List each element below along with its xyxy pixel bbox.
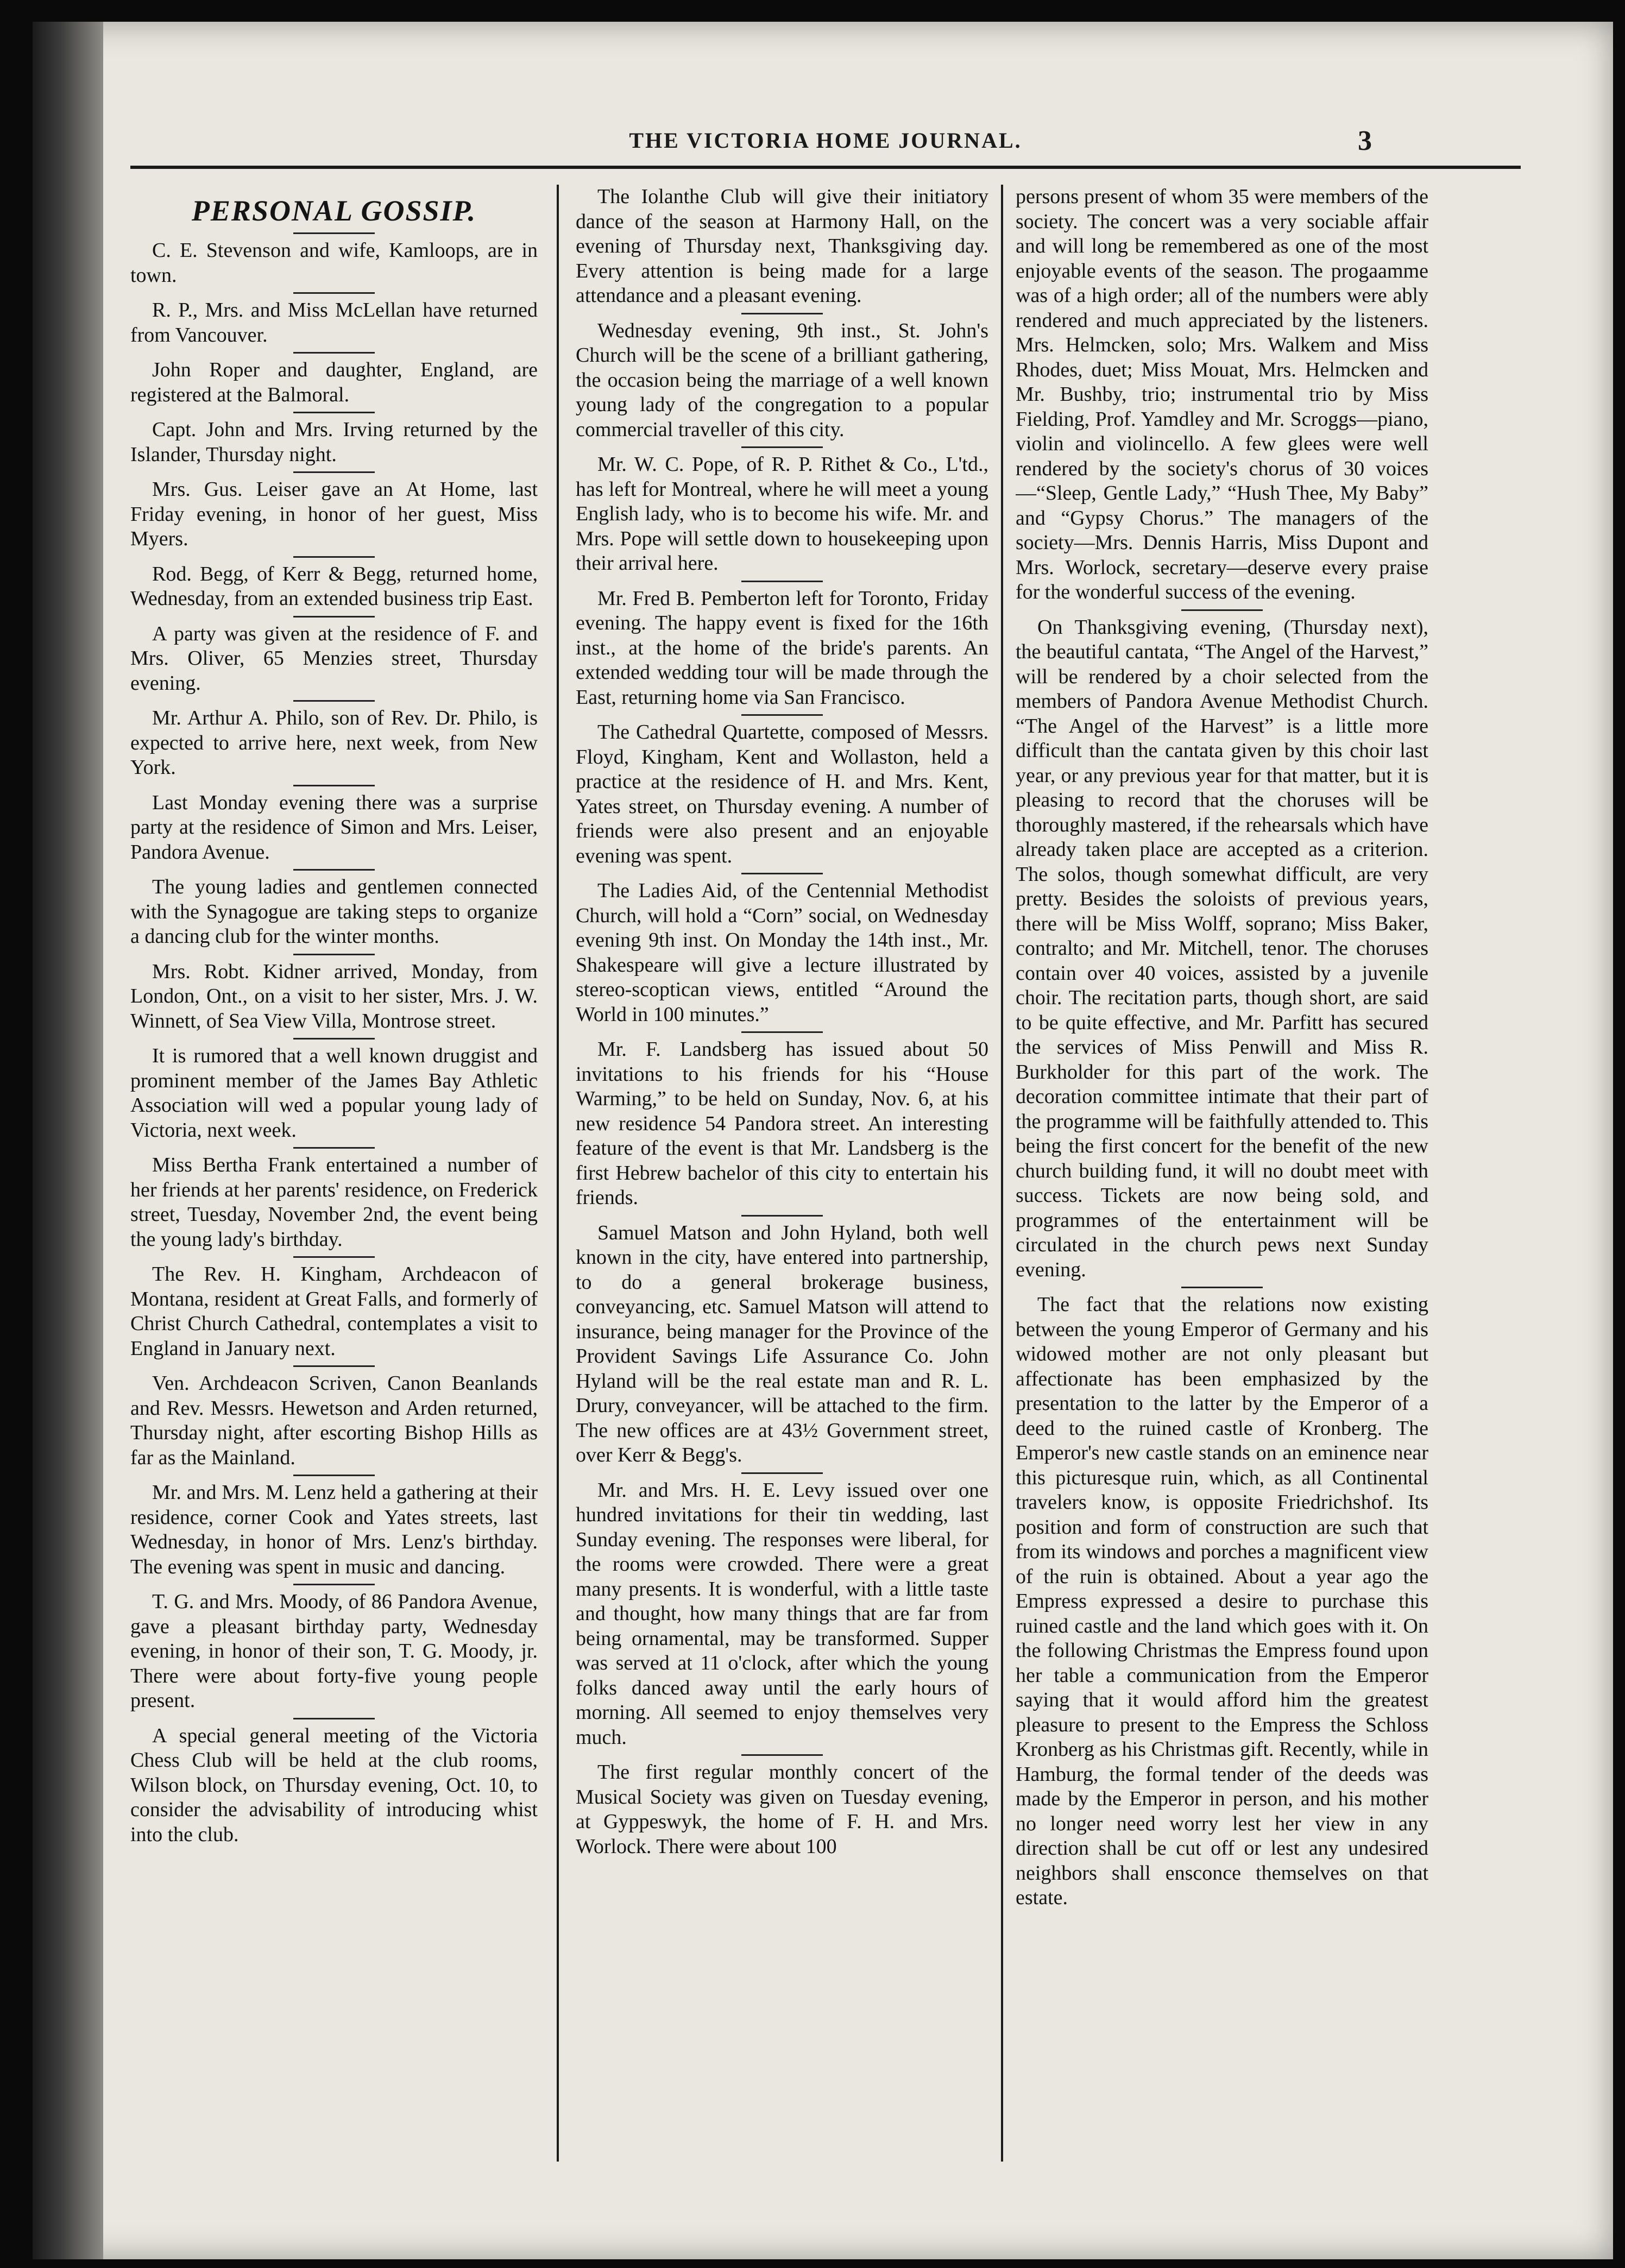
column-1 xyxy=(130,185,538,2172)
separator xyxy=(293,869,375,871)
separator xyxy=(293,1475,375,1476)
news-item: The Cathedral Quartette, composed of Messrs. Floyd, Kingham, Kent and Wollaston, held a practice at the residence of H. and Mrs. Kent, Yates street, on Thursday evening. A number of friends were also present and an enjoyable evening was spent. xyxy=(576,721,988,867)
news-item-continued: persons present of whom 35 were members of the society. The concert was a very sociable affair and will long be remembered as one of the most enjoyable events of the season. The progaamme was of a high order; all of the numbers were ably rendered and much appreciated by the listeners. Mrs. Helmcken, solo; Mrs. Walkem and Miss Rhodes, duet; Miss Mouat, Mrs. Helmcken and Mr. Bushby, trio; instrumental trio by Miss Fielding, Prof. Yamdley and Mr. Scroggs—piano, violin and violincello. A few glees were well rendered by the society's chorus of 30 voices—“Sleep, Gentle Lady,” “Hush Thee, My Baby” and “Gypsy Chorus.” The managers of the society—Mrs. Dennis Harris, Miss Dupont and Mrs. Worlock, secretary—deserve every praise for the wonderful success of the evening. xyxy=(1016,185,1428,603)
newspaper-page xyxy=(33,22,1613,2259)
news-item: Samuel Matson and John Hyland, both well known in the city, have entered into partnership, to do a general brokerage business, conveyancing, etc. Samuel Matson will attend to insurance, being manager for the Province of the Provident Savings Life Assurance Co. John Hyland will be the real estate man and R. L. Drury, conveyancer, will be attached to the firm. The new offices are at 43½ Government street, over Kerr & Begg's. xyxy=(576,1221,988,1466)
separator xyxy=(741,1031,823,1033)
column-2 xyxy=(576,185,988,2172)
separator xyxy=(741,873,823,874)
separator xyxy=(741,313,823,314)
separator xyxy=(741,581,823,582)
news-item: Mr. and Mrs. M. Lenz held a gathering at their residence, corner Cook and Yates streets, last Wednesday, in honor of Mrs. Lenz's birthday. The evening was spent in music and dancing. xyxy=(130,1481,538,1578)
news-item: Mr. F. Landsberg has issued about 50 invitations to his friends for his “House Warming,” to be held on Sunday, Nov. 6, at his new residence 54 Pandora street. An interesting feature of the event is that Mr. Landsberg is the first Hebrew bachelor of this city to entertain his friends. xyxy=(576,1038,988,1209)
separator xyxy=(293,292,375,294)
news-item: The Iolanthe Club will give their initiatory dance of the season at Harmony Hall, on the evening of Thursday next, Thanksgiving day. Every attention is being made for a large attendance and a pleasant evening. xyxy=(576,185,988,307)
separator xyxy=(293,471,375,473)
separator xyxy=(741,714,823,716)
news-item: Ven. Archdeacon Scriven, Canon Beanlands and Rev. Messrs. Hewetson and Arden returned, Thursday night, after escorting Bishop Hills as far as the Mainland. xyxy=(130,1372,538,1469)
separator xyxy=(293,232,375,234)
news-item: The Rev. H. Kingham, Archdeacon of Montana, resident at Great Falls, and formerly of Christ Church Cathedral, contemplates a visit to England in January next. xyxy=(130,1263,538,1360)
column-rule-2 xyxy=(1001,185,1003,2162)
news-item: Mr. W. C. Pope, of R. P. Rithet & Co., L'td., has left for Montreal, where he will meet a young English lady, who is to become his wife. Mr. and Mrs. Pope will settle down to housekeeping upon their arrival here. xyxy=(576,453,988,575)
separator xyxy=(293,700,375,702)
separator xyxy=(741,1754,823,1756)
separator xyxy=(293,616,375,618)
news-item: Rod. Begg, of Kerr & Begg, returned home, Wednesday, from an extended business trip East. xyxy=(130,562,538,610)
news-item: The first regular monthly concert of the Musical Society was given on Tuesday evening, at Gyppeswyk, the home of F. H. and Mrs. Worlock. There were about 100 xyxy=(576,1761,988,1858)
separator xyxy=(1181,1287,1263,1288)
separator xyxy=(293,954,375,955)
separator xyxy=(741,1472,823,1474)
news-item: Last Monday evening there was a surprise party at the residence of Simon and Mrs. Leiser, Pandora Avenue. xyxy=(130,791,538,864)
separator xyxy=(741,446,823,448)
separator xyxy=(293,556,375,558)
news-item: A special general meeting of the Victoria Chess Club will be held at the club rooms, Wilson block, on Thursday evening, Oct. 10, to consider the advisability of introducing whist into the club. xyxy=(130,1724,538,1846)
separator xyxy=(741,1215,823,1217)
news-item: T. G. and Mrs. Moody, of 86 Pandora Avenue, gave a pleasant birthday party, Wednesday evening, in honor of their son, T. G. Moody, jr. There were about forty-five young people present. xyxy=(130,1590,538,1712)
news-item: Mr. and Mrs. H. E. Levy issued over one hundred invitations for their tin wedding, last Sunday evening. The responses were liberal, for the rooms were crowded. There were a great many presents. It is wonderful, with a little taste and thought, how many things that are far from being ornamental, may be transformed. Supper was served at 11 o'clock, after which the young folks danced away until the early hours of morning. All seemed to enjoy themselves very much. xyxy=(576,1478,988,1749)
separator xyxy=(1181,609,1263,611)
news-item: John Roper and daughter, England, are registered at the Balmoral. xyxy=(130,358,538,406)
separator xyxy=(293,1718,375,1719)
separator xyxy=(293,1038,375,1040)
news-item: The young ladies and gentlemen connected with the Synagogue are taking steps to organize a dancing club for the winter months. xyxy=(130,875,538,948)
news-item: On Thanksgiving evening, (Thursday next), the beautiful cantata, “The Angel of the Harvest,” will be rendered by a choir selected from the members of Pandora Avenue Methodist Church. “The Angel of the Harvest” is a little more difficult than the cantata given by this choir last year, or any previous year for that matter, but it is pleasing to record that the choruses will be thoroughly mastered, if the rehearsals which have already taken place are accepted as a criterion. The solos, though somewhat difficult, are very pretty. Besides the soloists of previous years, there will be Miss Wolff, soprano; Miss Baker, contralto; and Mr. Mitchell, tenor. The choruses contain over 40 voices, assisted by a juvenile choir. The recitation parts, though short, are said to be quite effective, and Mr. Parfitt has secured the services of Miss Penwill and Miss R. Burkholder for this part of the work. The decoration committee intimate that their part of the programme will be faithfully attended to. This being the first concert for the benefit of the new church building fund, it will no doubt meet with success. Tickets are now being sold, and programmes of the entertainment will be circulated in the church pews next Sunday evening. xyxy=(1016,615,1428,1281)
header-rule xyxy=(130,166,1521,169)
column-rule-1 xyxy=(557,185,559,2162)
section-title: PERSONAL GOSSIP. xyxy=(191,194,477,227)
separator xyxy=(293,785,375,786)
news-item: R. P., Mrs. and Miss McLellan have returned from Vancouver. xyxy=(130,299,538,346)
news-item: Mr. Fred B. Pemberton left for Toronto, Friday evening. The happy event is fixed for the 16th inst., at the home of the bride's parents. An extended wedding tour will be made through the East, returning home via San Francisco. xyxy=(576,587,988,709)
news-item: Mrs. Robt. Kidner arrived, Monday, from London, Ont., on a visit to her sister, Mrs. J. W. Winnett, of Sea View Villa, Montrose street. xyxy=(130,960,538,1032)
separator xyxy=(293,1147,375,1149)
news-item: Mrs. Gus. Leiser gave an At Home, last Friday evening, in honor of her guest, Miss Myers. xyxy=(130,478,538,550)
news-item: Miss Bertha Frank entertained a number of her friends at her parents' residence, on Frederick street, Tuesday, November 2nd, the event being the young lady's birthday. xyxy=(130,1154,538,1251)
news-item: Mr. Arthur A. Philo, son of Rev. Dr. Philo, is expected to arrive here, next week, from New York. xyxy=(130,707,538,779)
separator xyxy=(293,1584,375,1585)
news-item: Wednesday evening, 9th inst., St. John's Church will be the scene of a brilliant gathering, the occasion being the marriage of a well known young lady of the congregation to a popular commercial traveller of this city. xyxy=(576,319,988,441)
column-3 xyxy=(1016,185,1428,2172)
separator xyxy=(293,412,375,413)
news-item: C. E. Stevenson and wife, Kamloops, are in town. xyxy=(130,239,538,287)
news-item: A party was given at the residence of F. and Mrs. Oliver, 65 Menzies street, Thursday evening. xyxy=(130,622,538,695)
news-item: It is rumored that a well known druggist and prominent member of the James Bay Athletic Association will wed a popular young lady of Victoria, next week. xyxy=(130,1044,538,1142)
news-item: Capt. John and Mrs. Irving returned by the Islander, Thursday night. xyxy=(130,418,538,466)
page-number: 3 xyxy=(1358,125,1372,156)
news-item: The fact that the relations now existing between the young Emperor of Germany and his widowed mother are not only pleasant but affectionate has been emphasized by the presentation to the latter by the Emperor of a deed to the ruined castle of Kronberg. The Emperor's new castle stands on an eminence near this picturesque ruin, which, as all Continental travelers know, is opposite Friedrichshof. Its position and form of construction are such that from its windows and porches a magnificent view of the ruin is obtained. About a year ago the Empress expressed a desire to purchase this ruined castle and the land which goes with it. On the following Christmas the Empress found upon her table a communication from the Emperor saying that it would afford him the greatest pleasure to present to the Empress the Schloss Kronberg as his Christmas gift. Recently, while in Hamburg, the formal tender of the deeds was made by the Emperor in person, and his mother no longer need worry lest her view in any direction shall be cut off or lest any undesired neighbors shall ensconce themselves on that estate. xyxy=(1016,1293,1428,1909)
separator xyxy=(293,352,375,354)
binding-shadow xyxy=(33,22,103,2259)
news-item: The Ladies Aid, of the Centennial Methodist Church, will hold a “Corn” social, on Wednesday evening 9th inst. On Monday the 14th inst., Mr. Shakespeare will give a lecture illustrated by stereo-scoptican views, entitled “Around the World in 100 minutes.” xyxy=(576,879,988,1026)
separator xyxy=(293,1256,375,1258)
separator xyxy=(293,1365,375,1367)
running-head: THE VICTORIA HOME JOURNAL. xyxy=(629,128,1022,153)
